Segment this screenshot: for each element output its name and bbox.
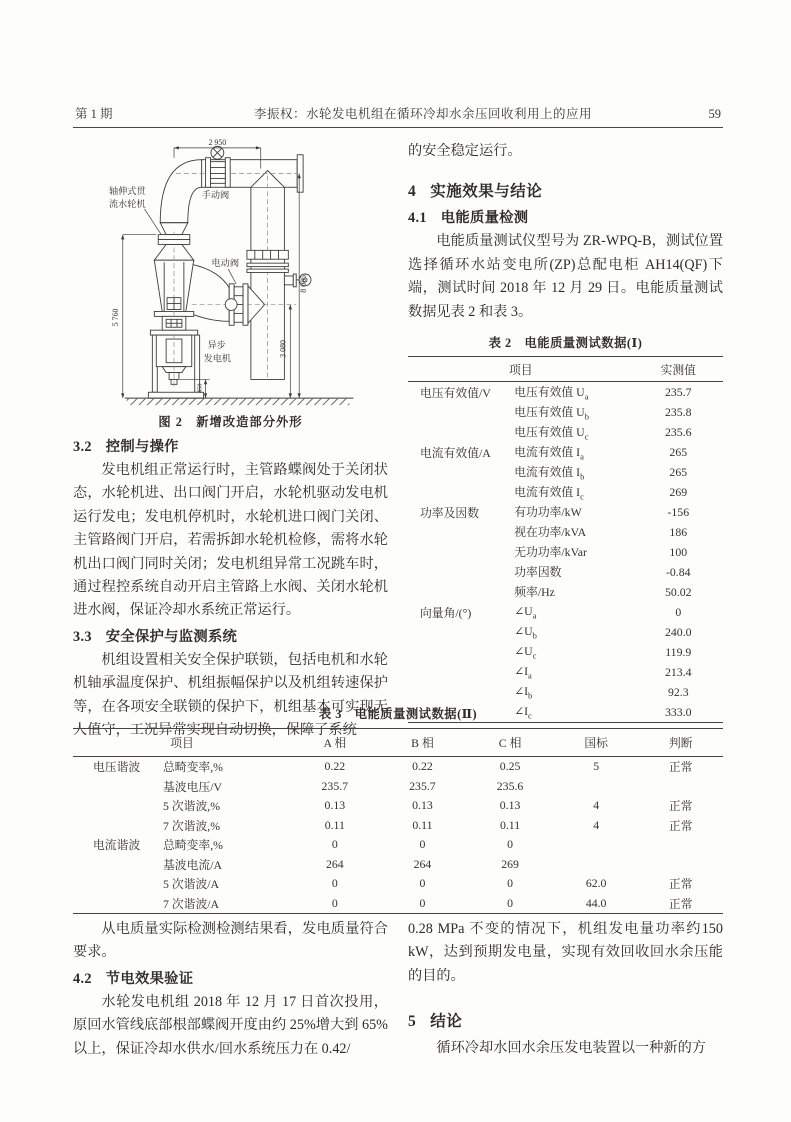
label-manual-valve: 手动阀 xyxy=(201,190,230,201)
table3-header-gb: 国标 xyxy=(554,729,639,757)
heading-title: 结论 xyxy=(430,1013,463,1031)
electric-valve-disc xyxy=(225,299,237,311)
table2-row: 功率因数 -0.84 xyxy=(514,564,691,579)
table2-row: 电流有效值 $I_c$ 269 xyxy=(514,484,688,502)
table3-header-b: B 相 xyxy=(379,729,467,757)
heading-number: 4.2 xyxy=(73,970,92,987)
table2-row: 电压有效值 $U_b$ 235.8 xyxy=(514,404,692,422)
dim-right: 8 085 xyxy=(299,274,309,293)
table2-row: 无功功率/kVar 100 xyxy=(514,544,688,559)
paragraph-quality-result: 从电质量实际检测检测结果看，发电质量符合要求。 xyxy=(73,921,388,961)
table2-header-value: 实测值 xyxy=(634,357,723,382)
table3-header-judge: 判断 xyxy=(638,729,723,757)
heading-number: 3.3 xyxy=(73,628,92,645)
heading-number: 3.2 xyxy=(73,439,92,455)
table2-row: 电流有效值 $I_b$ 265 xyxy=(514,464,688,482)
table3-row: 电压谐波 总畸变率,% 0.22 0.22 0.25 5 正常 xyxy=(93,759,693,775)
heading-number: 4.1 xyxy=(408,210,427,227)
figure-2-piping-diagram xyxy=(95,138,391,410)
heading-title: 安全保护与监测系统 xyxy=(105,628,238,645)
table2-row: $\angle U_b$ 240.0 xyxy=(514,623,692,641)
table2-row: 功率及因数 有功功率/kW -156 xyxy=(420,504,690,520)
table2-row: $\angle U_c$ 119.9 xyxy=(514,643,692,661)
table2-row: $\angle I_c$ 333.0 xyxy=(514,703,692,721)
header-rule xyxy=(73,127,723,128)
table2-caption: 表 2 电能质量测试数据(Ⅰ) xyxy=(488,336,643,351)
heading-3-3 xyxy=(73,626,388,646)
left-column xyxy=(73,136,388,742)
dim-left: 5 760 xyxy=(110,308,120,327)
table2-row: 向量角/(°) $\angle U_a$ 0 xyxy=(420,603,682,621)
paragraph-3-2: 发电机组正常运行时，主管路蝶阀处于关闭状态，水轮机进、出口阀门开启，水轮机驱动发电机运行发电；发电机停机时，水轮机进口阀门关闭、主管路阀门开启，若需拆卸水轮机检修，需将水轮机出口阀门同时关闭；发电机组异常工况跳车时，通过程控系统自动开启主管路上水阀、关闭水轮机进水阀，保证冷却水系统正常运行。 xyxy=(73,462,388,619)
paragraph-4-2-continuation: 0.28 MPa 不变的情况下，机组发电量功率约150 kW，达到预期发电量，实现有效回收回水余压能的目的。 xyxy=(408,921,723,984)
paragraph-5: 循环冷却水回水余压发电装置以一种新的方 xyxy=(436,1040,706,1057)
heading-title: 节电效果验证 xyxy=(105,970,194,987)
right-column-bottom xyxy=(408,914,723,1061)
heading-number: 4 xyxy=(408,183,417,201)
label-turbine-line2: 流水轮机 xyxy=(108,198,146,209)
table3-caption: 表 3 电能质量测试数据(Ⅱ) xyxy=(318,707,478,721)
dim-base: 450 xyxy=(196,383,204,394)
table3-row: 电流谐波 总畸变率,% 0 0 0 xyxy=(93,837,514,853)
ground xyxy=(125,398,354,405)
table3-header-item: 项目 xyxy=(73,729,291,757)
dim-inner: 3 080 xyxy=(278,340,288,358)
table3-row: 基波电流/A 264 264 269 xyxy=(163,856,519,872)
journal-issue: 第 1 期 xyxy=(75,107,113,121)
label-electric-valve: 电动阀 xyxy=(211,258,239,269)
manual-valve-body xyxy=(210,162,225,184)
paragraph-continuation: 的安全稳定运行。 xyxy=(408,143,522,159)
table2-header-row xyxy=(408,357,723,382)
table3-row: 7 次谐波/A 0 0 0 44.0 正常 xyxy=(163,895,693,911)
running-head xyxy=(75,104,721,122)
table3-row: 5 次谐波,% 0.13 0.13 0.13 4 正常 xyxy=(163,798,693,814)
paragraph-4-2: 水轮发电机组 2018 年 12 月 17 日首次投用，原回水管线底部根部蝶阀开度由约 25%增大到 65%以上，保证冷却水供水/回水系统压力在 0.42/ xyxy=(73,993,388,1057)
table3-header-c: C 相 xyxy=(466,729,554,757)
heading-number: 5 xyxy=(408,1013,417,1031)
paragraph-4-1: 电能质量测试仪型号为 ZR-WPQ-B，测试位置选择循环水站变电所(ZP)总配电柜 AH14(QF)下端，测试时间 2018 年 12 月 29 日。电能质量测试数据见表 2 和表 3。 xyxy=(408,233,723,320)
label-generator-line2: 发电机 xyxy=(203,353,232,364)
table2-row: 电流有效值/A 电流有效值 $I_a$ 265 xyxy=(420,444,688,462)
table2-row: 视在功率/kVA 186 xyxy=(514,524,688,539)
page-number: 59 xyxy=(708,107,721,121)
heading-title: 电能质量检测 xyxy=(440,210,529,227)
right-column xyxy=(408,136,723,742)
table3-row: 5 次谐波/A 0 0 0 62.0 正常 xyxy=(163,876,693,892)
table2-header-item: 项目 xyxy=(408,357,634,382)
table2-row: $\angle I_b$ 92.3 xyxy=(514,683,689,701)
table3-header-row xyxy=(73,729,723,757)
label-turbine-line1: 轴伸式贯 xyxy=(108,186,146,197)
running-title: 李振权：水轮发电机组在循环冷却水余压回收利用上的应用 xyxy=(253,107,592,121)
lower-columns xyxy=(73,914,723,1061)
table2-row: 电压有效值 $U_c$ 235.6 xyxy=(514,424,692,442)
figure-caption: 图 2 新增改造部分外形 xyxy=(158,415,303,429)
heading-4-2 xyxy=(73,968,388,988)
table3-header-a: A 相 xyxy=(291,729,379,757)
paragraph-3-3: 机组设置相关安全保护联锁，包括电机和水轮机轴承温度保护、机组振幅保护以及机组转速保护等，在各项安全联锁的保护下，机组基本可实现无人值守，工况异常实现自动切换，保障了系统 xyxy=(73,651,388,739)
label-generator-line1: 异步 xyxy=(207,339,226,350)
heading-title: 实施效果与结论 xyxy=(430,183,543,201)
heading-4 xyxy=(408,179,723,201)
upper-columns xyxy=(73,136,723,742)
heading-title: 控制与操作 xyxy=(105,439,179,455)
table2-row: 频率/Hz 50.02 xyxy=(514,584,692,599)
table2-row: 电压有效值/V 电压有效值 $U_a$ 235.7 xyxy=(420,384,692,402)
dim-top: 2 950 xyxy=(208,138,227,147)
table2-row: $\angle I_a$ 213.4 xyxy=(514,663,692,681)
heading-5 xyxy=(408,1009,723,1031)
table3-row: 7 次谐波,% 0.11 0.11 0.11 4 正常 xyxy=(163,817,693,833)
heading-4-1 xyxy=(408,207,723,227)
table-3 xyxy=(73,728,723,914)
table3-row: 基波电压/V 235.7 235.7 235.6 xyxy=(163,778,524,794)
figure-2 xyxy=(73,138,388,430)
heading-3-2 xyxy=(73,436,388,456)
left-column-bottom xyxy=(73,914,388,1061)
table3-section xyxy=(73,704,723,914)
table-2 xyxy=(408,356,723,723)
